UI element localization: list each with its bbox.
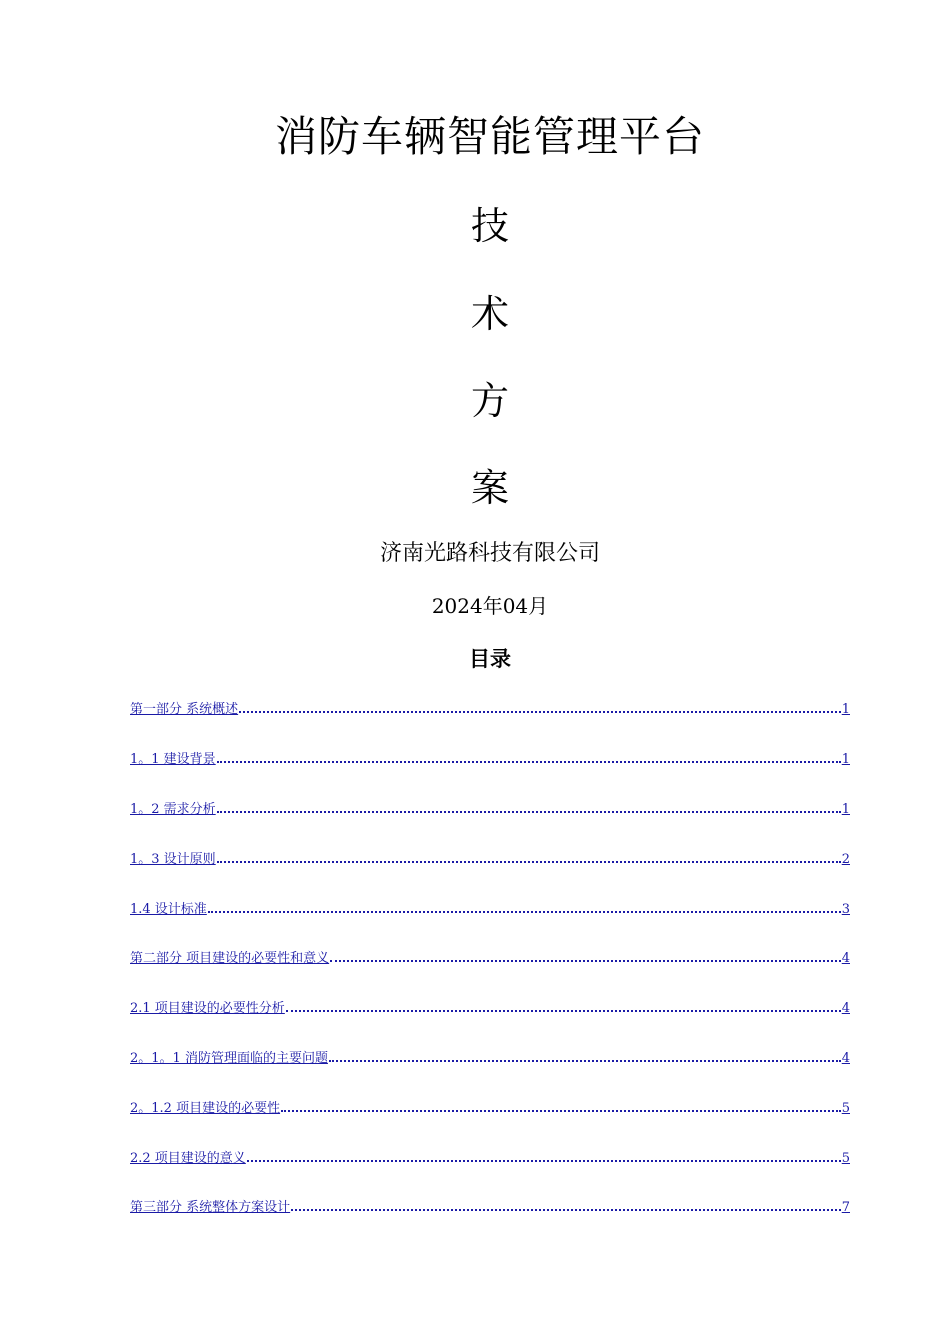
toc-entry-text: 2.2 项目建设的意义: [130, 1151, 246, 1166]
toc-entry[interactable]: [130, 895, 850, 917]
subtitle-char-2: 术: [470, 292, 509, 336]
toc-entry[interactable]: [130, 1144, 850, 1166]
toc-entry[interactable]: [130, 695, 850, 717]
toc-entry-text: 1。3 设计原则: [130, 852, 216, 867]
toc-entry[interactable]: [130, 1094, 850, 1116]
toc-entry[interactable]: [130, 994, 850, 1016]
subtitle-char-3: 方: [470, 379, 509, 423]
subtitle-char-1: 技: [470, 204, 509, 248]
toc-entry[interactable]: [130, 745, 850, 767]
toc-entry-page: 7: [841, 1200, 850, 1215]
toc-entry-text: 1。1 建设背景: [130, 752, 216, 767]
document-title: 消防车辆智能管理平台: [274, 112, 705, 161]
toc-entry[interactable]: [130, 1193, 850, 1215]
toc-entry-page: 4: [841, 951, 850, 966]
toc-entry-text: 1。2 需求分析: [130, 802, 216, 817]
toc-entry-page: 1: [841, 702, 850, 717]
toc-entry-page: 3: [841, 902, 850, 917]
document-date: 2024年04月: [431, 594, 549, 618]
toc-leader-dots: [217, 811, 841, 813]
toc-entry-text: 第二部分 项目建设的必要性和意义: [130, 951, 330, 966]
toc-entry-text: 2.1 项目建设的必要性分析: [130, 1001, 285, 1016]
toc-heading: 目录: [469, 647, 511, 671]
toc-entry-page: 5: [841, 1151, 850, 1166]
toc-leader-dots: [239, 711, 841, 713]
toc-entry-page: 5: [841, 1101, 850, 1116]
toc-entry-text: 第一部分 系统概述: [130, 702, 239, 717]
toc-entry-text: 2。1。1 消防管理面临的主要问题: [130, 1051, 328, 1066]
toc-entry[interactable]: [130, 795, 850, 817]
toc-entry-text: 2。1.2 项目建设的必要性: [130, 1101, 281, 1116]
toc-leader-dots: [217, 761, 841, 763]
company-name: 济南光路科技有限公司: [379, 541, 600, 566]
toc-entry[interactable]: [130, 845, 850, 867]
toc-entry[interactable]: [130, 944, 850, 966]
toc-leader-dots: [330, 960, 841, 962]
toc-entry-page: 1: [841, 802, 850, 817]
subtitle-char-4: 案: [470, 466, 509, 510]
toc-entry-text: 第三部分 系统整体方案设计: [130, 1200, 291, 1215]
toc-leader-dots: [329, 1060, 841, 1062]
toc-entry-page: 4: [841, 1001, 850, 1016]
toc-leader-dots: [247, 1160, 841, 1162]
toc-leader-dots: [291, 1209, 841, 1211]
toc-entry[interactable]: [130, 1044, 850, 1066]
toc-entry-page: 2: [841, 852, 850, 867]
toc-leader-dots: [217, 861, 841, 863]
toc-leader-dots: [208, 911, 841, 913]
toc-leader-dots: [281, 1110, 841, 1112]
toc-leader-dots: [286, 1010, 841, 1012]
toc-entry-text: 1.4 设计标准: [130, 902, 207, 917]
toc-entry-page: 4: [841, 1051, 850, 1066]
toc-entry-page: 1: [841, 752, 850, 767]
